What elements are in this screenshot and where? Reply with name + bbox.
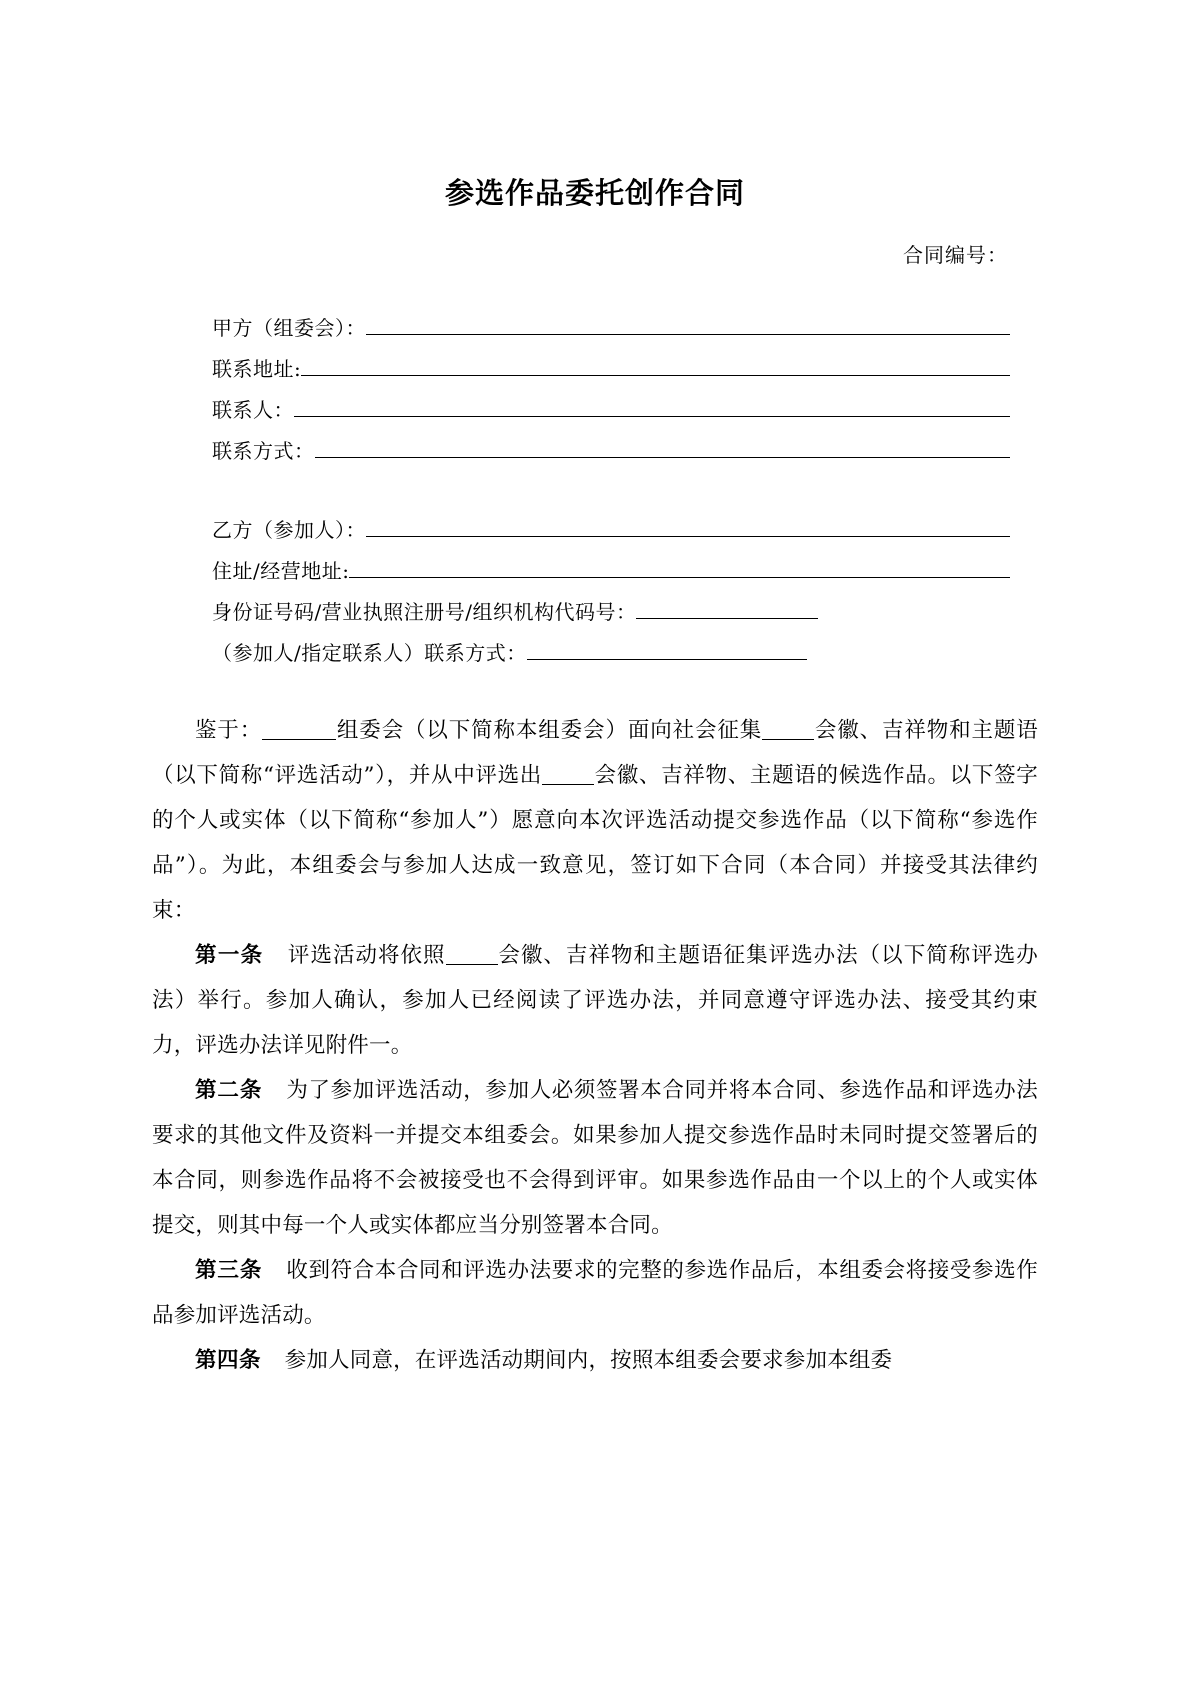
field-row-party-a-name (212, 308, 1010, 349)
field-row-party-b-id-number (212, 592, 1010, 633)
field-blank-party-a-address[interactable] (301, 354, 1010, 376)
article-3 (152, 1248, 1038, 1338)
field-label-party-b-contact-method: （参加人/指定联系人）联系方式： (212, 640, 527, 665)
field-label-party-b-name: 乙方（参加人）： (212, 517, 366, 542)
contract-number-label: 合同编号： (903, 242, 1008, 267)
field-label-party-b-address: 住址/经营地址: (212, 558, 350, 583)
field-row-party-a-address (212, 349, 1010, 390)
recital-segment-2: 组委会（以下简称本组委会）面向社会征集 (336, 717, 763, 743)
recital-segment-1: 鉴于： (195, 717, 263, 743)
recital-segment-3: 会徽、吉祥物和主题语（以下简称“评选活动”），并从中评选出 (152, 717, 1038, 788)
article-1 (152, 933, 1038, 1068)
article-1-text-before-blank: 评选活动将依照 (287, 942, 446, 968)
recital-blank-2[interactable] (762, 739, 814, 740)
article-3-number: 第三条 (195, 1257, 263, 1283)
field-group-divider (212, 472, 1010, 510)
page-title: 参选作品委托创作合同 (444, 176, 745, 210)
field-blank-party-a-contact-person[interactable] (294, 395, 1010, 417)
article-1-number: 第一条 (195, 942, 264, 968)
article-3-text: 收到符合本合同和评选办法要求的完整的参选作品后，本组委会将接受参选作品参加评选活动。 (152, 1257, 1038, 1328)
article-2-number: 第二条 (195, 1077, 263, 1103)
recital-segment-4: 会徽、吉祥物、主题语的候选作品。以下签字的个人或实体（以下简称“参加人”）愿意向本次评选活动提交参选作品（以下简称“参选作品”）。为此，本组委会与参加人达成一致意见，签订如下合同（本合同）并接受其法律约束： (152, 762, 1038, 923)
article-4-text: 参加人同意，在评选活动期间内，按照本组委会要求参加本组委 (284, 1347, 893, 1373)
party-fields-block (0, 308, 1190, 674)
field-blank-party-a-name[interactable] (366, 313, 1010, 335)
article-1-blank[interactable] (446, 964, 498, 965)
recital-blank-3[interactable] (542, 784, 594, 785)
field-label-party-b-id-number: 身份证号码/营业执照注册号/组织机构代码号： (212, 599, 637, 624)
field-label-party-a-contact-method: 联系方式： (212, 438, 315, 463)
field-row-party-a-contact-method (212, 431, 1010, 472)
field-blank-party-b-contact-method[interactable] (527, 638, 807, 660)
field-label-party-a-address: 联系地址: (212, 356, 302, 381)
field-label-party-a-name: 甲方（组委会）： (212, 315, 366, 340)
article-4 (152, 1338, 1038, 1383)
article-4-number: 第四条 (195, 1347, 262, 1373)
field-blank-party-b-id-number[interactable] (636, 597, 818, 619)
article-2-text: 为了参加评选活动，参加人必须签署本合同并将本合同、参选作品和评选办法要求的其他文件及资料一并提交本组委会。如果参加人提交参选作品时未同时提交签署后的本合同，则参选作品将不会被接受也不会得到评审。如果参选作品由一个以上的个人或实体提交，则其中每一个人或实体都应当分别签署本合同。 (152, 1077, 1038, 1238)
field-row-party-b-name (212, 510, 1010, 551)
field-label-party-a-contact-person: 联系人： (212, 397, 294, 422)
article-2 (152, 1068, 1038, 1248)
recital-blank-1[interactable] (262, 739, 336, 740)
field-row-party-a-contact-person (212, 390, 1010, 431)
field-row-party-b-contact-method (212, 633, 1010, 674)
field-blank-party-b-address[interactable] (349, 556, 1010, 578)
recital-paragraph (152, 708, 1038, 933)
field-row-party-b-address (212, 551, 1010, 592)
contract-body (0, 708, 1190, 1383)
field-blank-party-a-contact-method[interactable] (315, 436, 1011, 458)
article-1-text-after-blank: 会徽、吉祥物和主题语征集评选办法（以下简称评选办法）举行。参加人确认，参加人已经阅读了评选办法，并同意遵守评选办法、接受其约束力，评选办法详见附件一。 (152, 942, 1038, 1058)
field-blank-party-b-name[interactable] (366, 515, 1010, 537)
